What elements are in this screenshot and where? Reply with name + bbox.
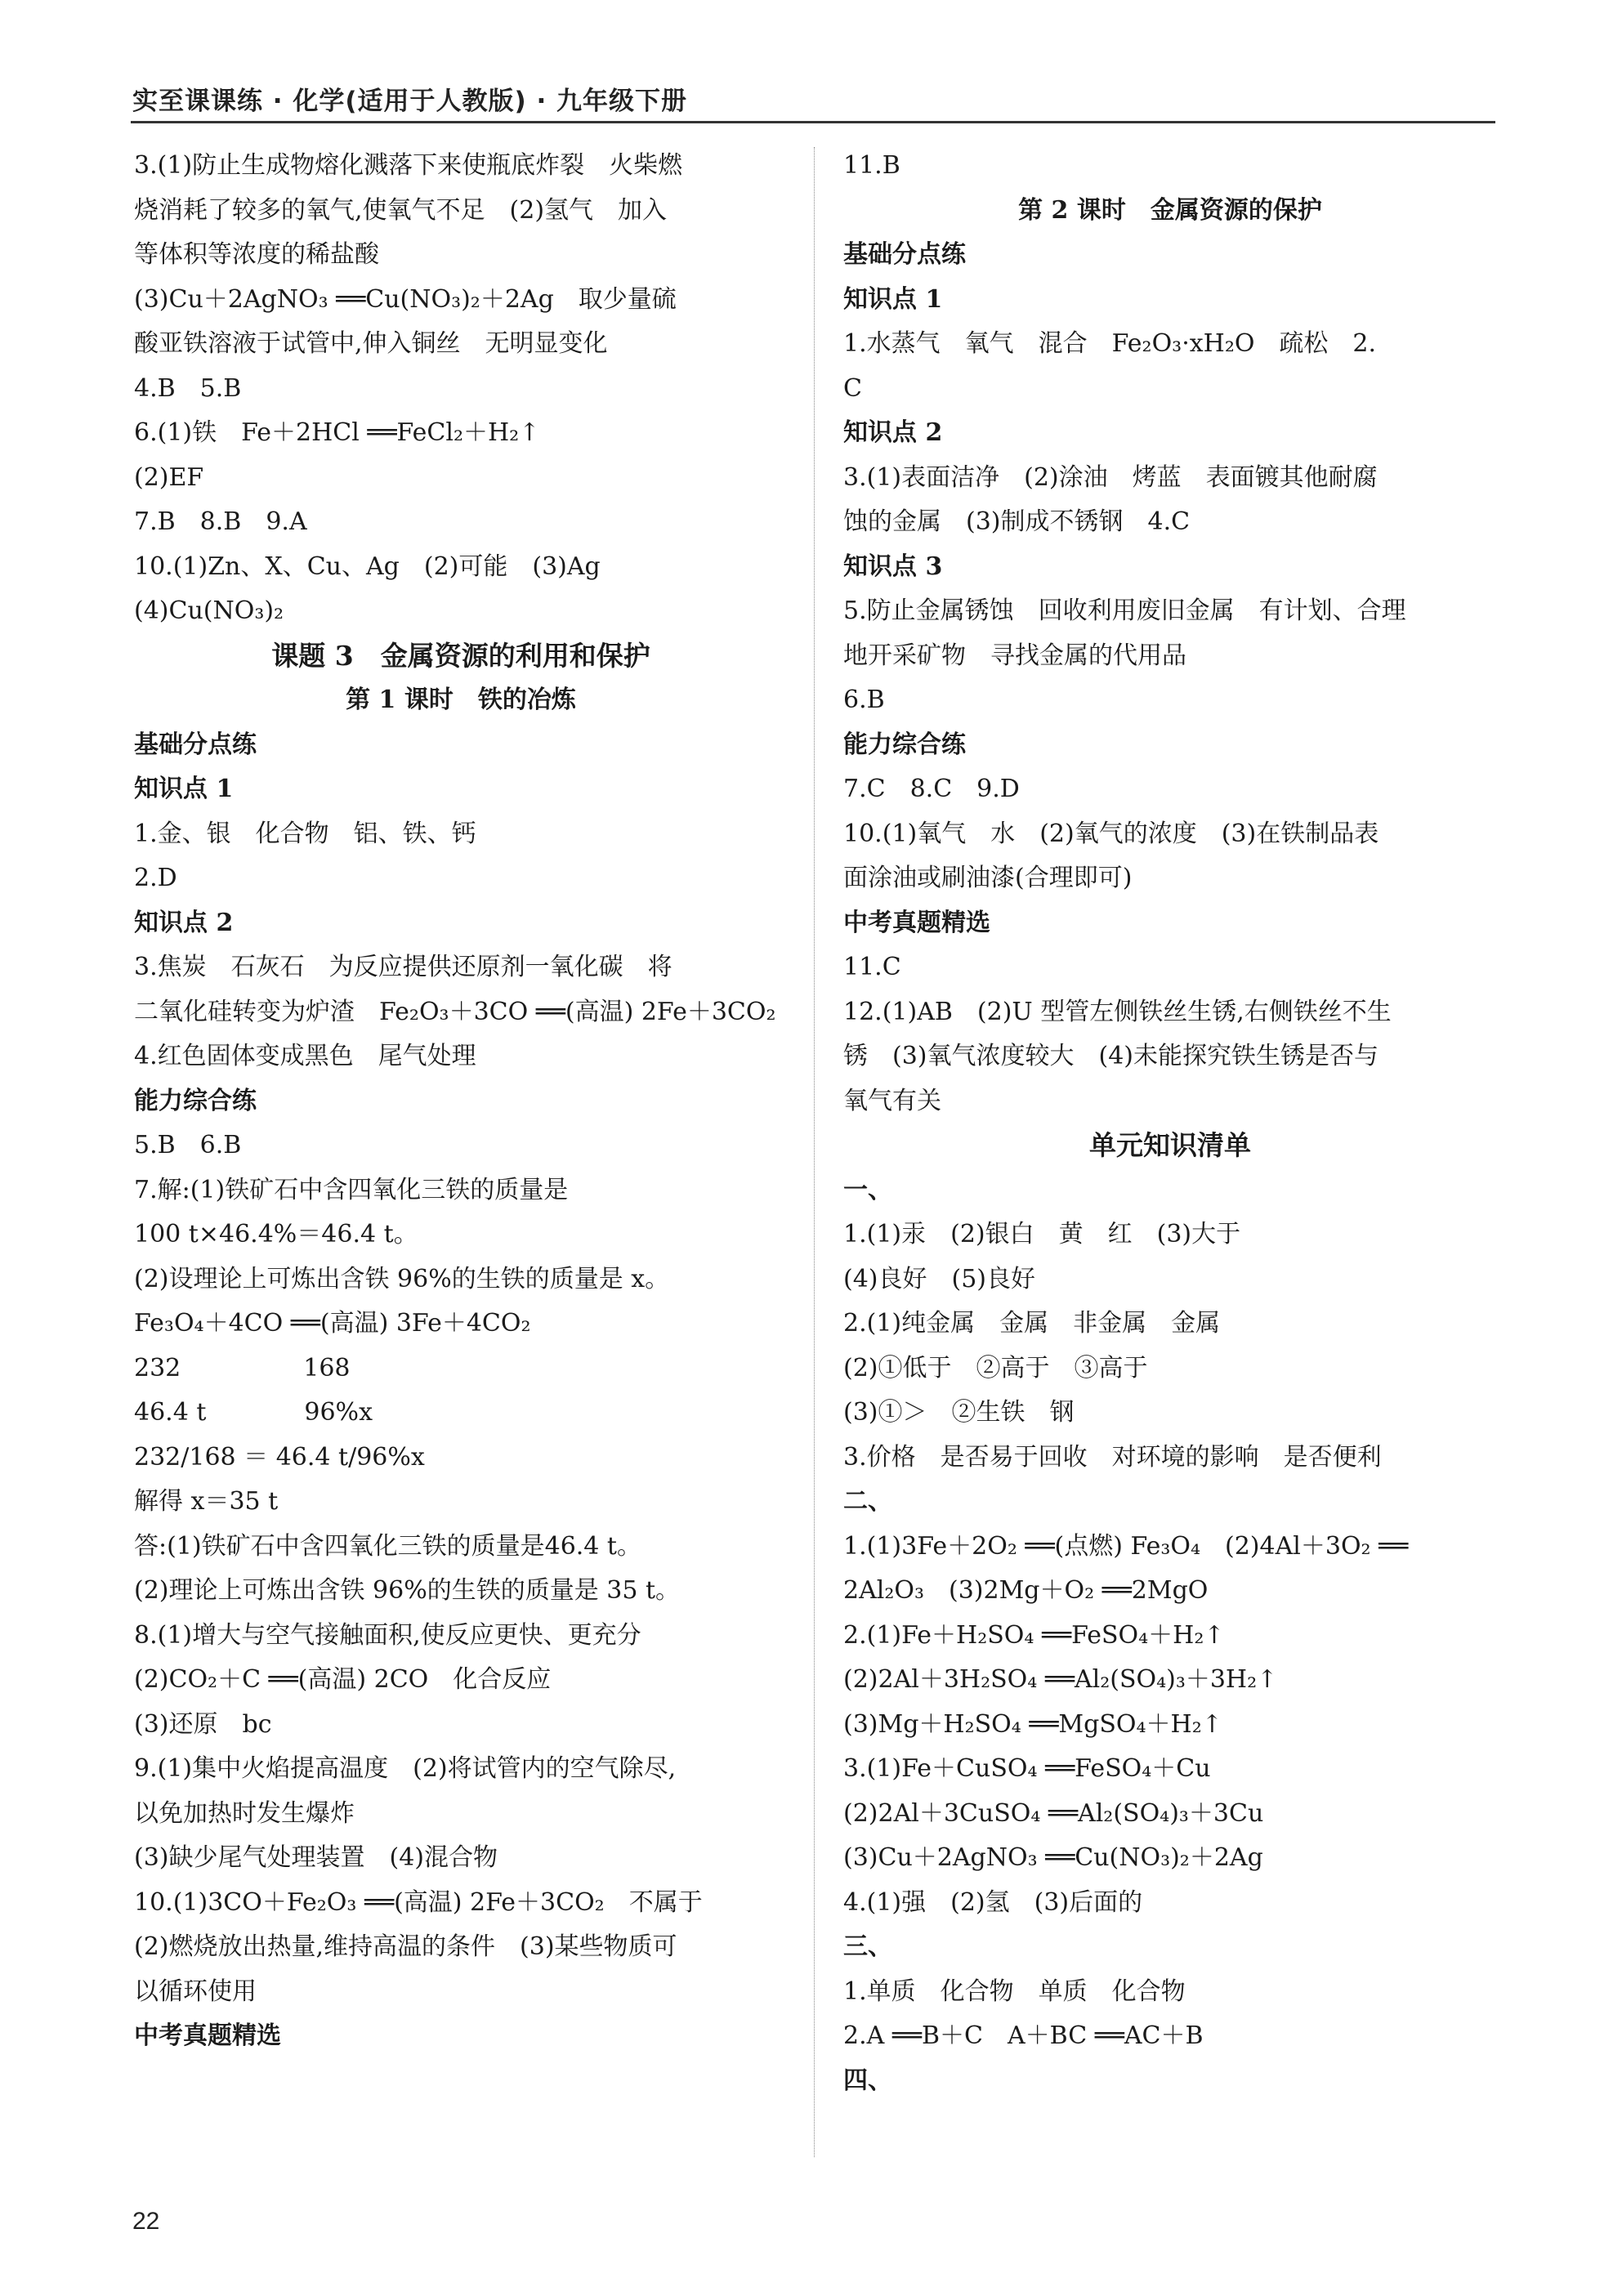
subsection-heading: 中考真题精选 xyxy=(134,2021,281,2050)
answer-line: 酸亚铁溶液于试管中,伸入铜丝 无明显变化 xyxy=(134,329,608,358)
part-heading: 三、 xyxy=(843,1932,892,1961)
answer-line: (3)Cu＋2AgNO₃ ══Cu(NO₃)₂＋2Ag 取少量硫 xyxy=(134,284,677,314)
answer-line: 8.(1)增大与空气接触面积,使反应更快、更充分 xyxy=(134,1620,641,1650)
left-column xyxy=(134,144,788,2059)
answer-line: 10.(1)氧气 水 (2)氧气的浓度 (3)在铁制品表 xyxy=(843,819,1379,848)
column-divider xyxy=(814,147,815,2157)
part-heading: 四、 xyxy=(843,2066,892,2095)
answer-line: Fe₃O₄＋4CO ══(高温) 3Fe＋4CO₂ xyxy=(134,1309,531,1338)
answer-line: 2.(1)纯金属 金属 非金属 金属 xyxy=(843,1309,1221,1338)
answer-line: 10.(1)3CO＋Fe₂O₃ ══(高温) 2Fe＋3CO₂ 不属于 xyxy=(134,1887,703,1917)
answer-line: (3)还原 bc xyxy=(134,1709,272,1739)
answer-line: (3)Mg＋H₂SO₄ ══MgSO₄＋H₂↑ xyxy=(843,1709,1222,1739)
answer-line: (3)Cu＋2AgNO₃ ══Cu(NO₃)₂＋2Ag xyxy=(843,1843,1263,1872)
answer-line: 解得 x＝35 t xyxy=(134,1487,279,1516)
answer-line: 3.(1)表面洁净 (2)涂油 烤蓝 表面镀其他耐腐 xyxy=(843,462,1378,492)
answer-line: (4)Cu(NO₃)₂ xyxy=(134,596,284,625)
answer-line: (3)①＞ ②生铁 钢 xyxy=(843,1398,1075,1427)
answer-line: (2)设理论上可炼出含铁 96%的生铁的质量是 x。 xyxy=(134,1264,670,1293)
answer-line: 9.(1)集中火焰提高温度 (2)将试管内的空气除尽, xyxy=(134,1754,677,1783)
answer-line: 面涂油或刷油漆(合理即可) xyxy=(843,864,1133,892)
subsection-heading: 能力综合练 xyxy=(134,1086,257,1115)
answer-line: 12.(1)AB (2)U 型管左侧铁丝生锈,右侧铁丝不生 xyxy=(843,997,1392,1026)
answer-line: 232/168 ＝ 46.4 t/96%x xyxy=(134,1442,425,1472)
answer-line: 4.(1)强 (2)氢 (3)后面的 xyxy=(843,1887,1143,1917)
answer-line: 46.4 t 96%x xyxy=(134,1398,373,1427)
subsection-heading: 基础分点练 xyxy=(134,730,257,759)
answer-line: 1.(1)汞 (2)银白 黄 红 (3)大于 xyxy=(843,1220,1241,1249)
answer-line: 1.金、银 化合物 铝、铁、钙 xyxy=(134,819,476,848)
answer-line: 2.(1)Fe＋H₂SO₄ ══FeSO₄＋H₂↑ xyxy=(843,1620,1225,1650)
answer-line: (3)缺少尾气处理装置 (4)混合物 xyxy=(134,1843,498,1872)
answer-line: 3.(1)防止生成物熔化溅落下来使瓶底炸裂 火柴燃 xyxy=(134,151,683,180)
answer-line: 锈 (3)氧气浓度较大 (4)未能探究铁生锈是否与 xyxy=(843,1042,1378,1070)
subsection-heading: 能力综合练 xyxy=(843,730,966,759)
answer-line: (2)CO₂＋C ══(高温) 2CO 化合反应 xyxy=(134,1665,552,1694)
answer-line: 1.单质 化合物 单质 化合物 xyxy=(843,1977,1186,2006)
answer-line: 5.B 6.B xyxy=(134,1131,242,1159)
section-title: 课题 3 金属资源的利用和保护 xyxy=(271,639,650,672)
answer-line: C xyxy=(843,373,862,403)
answer-line: 3.焦炭 石灰石 为反应提供还原剂一氧化碳 将 xyxy=(134,953,672,981)
answer-line: 地开采矿物 寻找金属的代用品 xyxy=(843,641,1186,670)
lesson-title: 第 1 课时 铁的冶炼 xyxy=(346,686,576,714)
answer-line: 蚀的金属 (3)制成不锈钢 4.C xyxy=(843,507,1191,536)
answer-line: 二氧化硅转变为炉渣 Fe₂O₃＋3CO ══(高温) 2Fe＋3CO₂ xyxy=(134,997,776,1026)
answer-line: 6.B xyxy=(843,686,885,714)
answer-line: (2)2Al＋3H₂SO₄ ══Al₂(SO₄)₃＋3H₂↑ xyxy=(843,1665,1278,1694)
answer-line: 2Al₂O₃ (3)2Mg＋O₂ ══2MgO xyxy=(843,1576,1209,1605)
page-header: 实至课课练 · 化学(适用于人教版) · 九年级下册 xyxy=(132,87,688,116)
answer-line: 氧气有关 xyxy=(843,1086,941,1115)
answer-line: 6.(1)铁 Fe＋2HCl ══FeCl₂＋H₂↑ xyxy=(134,418,540,447)
answer-line: 3.价格 是否易于回收 对环境的影响 是否便利 xyxy=(843,1442,1382,1472)
answer-line: (2)①低于 ②高于 ③高于 xyxy=(843,1353,1148,1383)
answer-line: (2)2Al＋3CuSO₄ ══Al₂(SO₄)₃＋3Cu xyxy=(843,1798,1264,1828)
answer-line: 2.D xyxy=(134,864,177,892)
answer-line: 以免加热时发生爆炸 xyxy=(134,1798,355,1828)
knowledge-point-heading: 知识点 1 xyxy=(134,775,234,803)
answer-line: 11.B xyxy=(843,151,900,180)
section-title: 单元知识清单 xyxy=(1089,1129,1251,1161)
answer-line: 等体积等浓度的稀盐酸 xyxy=(134,240,379,269)
page-number: 22 xyxy=(132,2208,160,2235)
answer-line: 答:(1)铁矿石中含四氧化三铁的质量是46.4 t。 xyxy=(134,1531,641,1561)
lesson-title: 第 2 课时 金属资源的保护 xyxy=(1018,195,1322,225)
answer-line: 7.解:(1)铁矿石中含四氧化三铁的质量是 xyxy=(134,1175,569,1204)
answer-line: 2.A ══B＋C A＋BC ══AC＋B xyxy=(843,2021,1204,2050)
knowledge-point-heading: 知识点 2 xyxy=(843,418,943,447)
answer-line: (2)燃烧放出热量,维持高温的条件 (3)某些物质可 xyxy=(134,1932,677,1961)
header-rule xyxy=(131,121,1495,123)
right-column xyxy=(843,144,1497,2103)
answer-line: 3.(1)Fe＋CuSO₄ ══FeSO₄＋Cu xyxy=(843,1754,1211,1783)
answer-line: 1.水蒸气 氧气 混合 Fe₂O₃·xH₂O 疏松 2. xyxy=(843,329,1377,358)
knowledge-point-heading: 知识点 1 xyxy=(843,284,943,314)
answer-line: 1.(1)3Fe＋2O₂ ══(点燃) Fe₃O₄ (2)4Al＋3O₂ ══ xyxy=(843,1531,1409,1561)
knowledge-point-heading: 知识点 3 xyxy=(843,552,943,581)
answer-line: 7.C 8.C 9.D xyxy=(843,775,1020,803)
part-heading: 二、 xyxy=(843,1487,892,1516)
answer-line: (2)EF xyxy=(134,462,204,492)
subsection-heading: 基础分点练 xyxy=(843,240,966,269)
answer-line: 烧消耗了较多的氧气,使氧气不足 (2)氢气 加入 xyxy=(134,195,668,225)
answer-line: 以循环使用 xyxy=(134,1977,257,2006)
answer-line: 4.B 5.B xyxy=(134,373,242,403)
subsection-heading: 中考真题精选 xyxy=(843,908,990,937)
answer-line: 11.C xyxy=(843,953,901,981)
part-heading: 一、 xyxy=(843,1175,892,1204)
answer-line: 10.(1)Zn、X、Cu、Ag (2)可能 (3)Ag xyxy=(134,552,601,581)
answer-line: 4.红色固体变成黑色 尾气处理 xyxy=(134,1042,476,1070)
knowledge-point-heading: 知识点 2 xyxy=(134,908,234,937)
answer-line: 232 168 xyxy=(134,1353,351,1383)
answer-line: (4)良好 (5)良好 xyxy=(843,1264,1035,1293)
answer-line: 7.B 8.B 9.A xyxy=(134,507,307,536)
answer-line: (2)理论上可炼出含铁 96%的生铁的质量是 35 t。 xyxy=(134,1576,681,1605)
answer-line: 5.防止金属锈蚀 回收利用废旧金属 有计划、合理 xyxy=(843,596,1406,625)
answer-line: 100 t×46.4%＝46.4 t。 xyxy=(134,1220,418,1249)
